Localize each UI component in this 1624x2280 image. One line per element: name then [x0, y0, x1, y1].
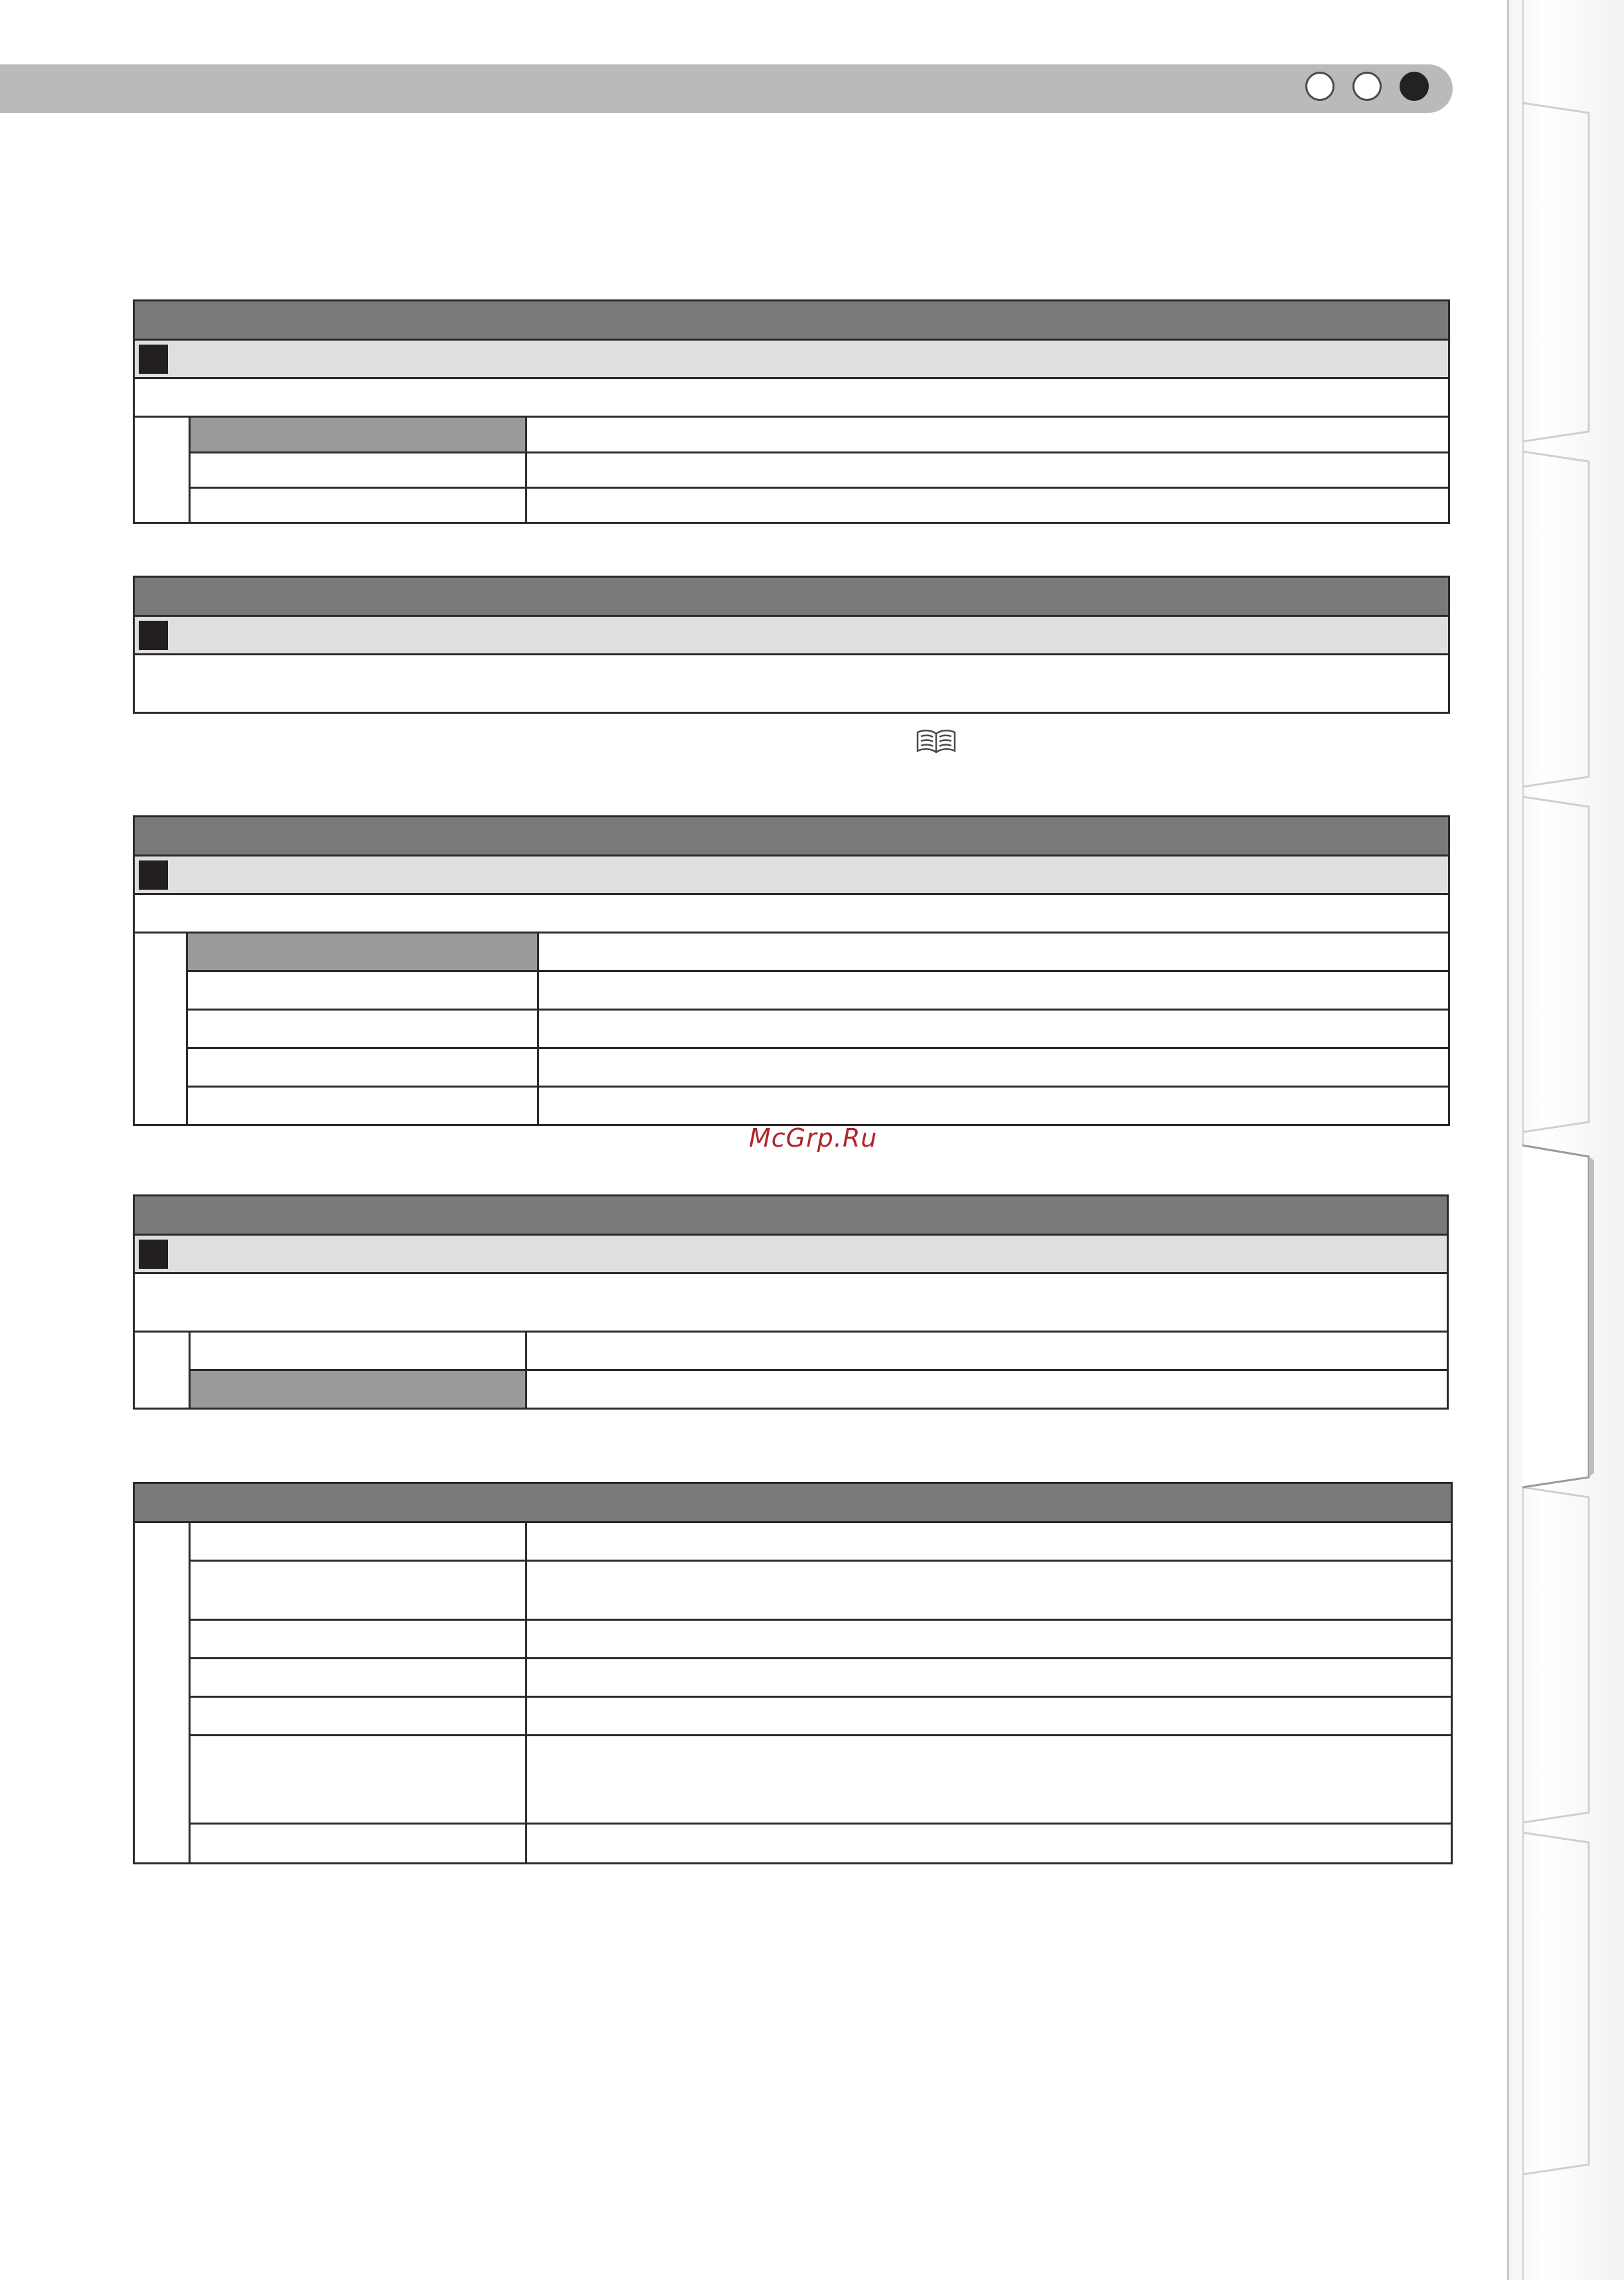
option-name-cell — [191, 1659, 527, 1696]
option-name-cell-selected — [188, 934, 539, 970]
option-description-cell — [527, 1736, 1451, 1823]
step-indicator-3 — [1400, 72, 1429, 101]
row-gutter — [135, 1333, 191, 1408]
step-indicator-2 — [1352, 72, 1382, 101]
table-subheader — [135, 617, 1448, 655]
table-subheader — [135, 341, 1448, 379]
option-name-cell — [191, 489, 527, 522]
option-row — [191, 418, 1448, 453]
option-row — [191, 1621, 1451, 1659]
option-row — [188, 1011, 1448, 1049]
option-name-cell — [191, 1825, 527, 1862]
table-header-bar — [135, 1484, 1451, 1523]
option-name-cell — [191, 1562, 527, 1619]
option-description-cell — [527, 1659, 1451, 1696]
option-name-cell — [188, 1011, 539, 1047]
description-row — [135, 655, 1448, 712]
option-name-cell — [188, 1049, 539, 1086]
row-gutter — [135, 1523, 191, 1862]
chapter-tabs — [1509, 0, 1624, 2280]
table-header-bar — [135, 1196, 1447, 1236]
table-header-bar — [135, 578, 1448, 617]
option-name-cell — [191, 1736, 527, 1823]
option-description-cell — [527, 1825, 1451, 1862]
option-row — [191, 1371, 1447, 1408]
row-gutter — [135, 934, 188, 1124]
section-marker — [139, 1240, 168, 1269]
watermark: McGrp.Ru — [749, 1123, 878, 1153]
table-subheader — [135, 856, 1448, 895]
option-row — [191, 1698, 1451, 1736]
option-row — [191, 489, 1448, 522]
chapter-tab-active — [1522, 1145, 1589, 1487]
section-marker — [139, 345, 168, 374]
option-description-cell — [527, 489, 1448, 522]
settings-table-1 — [133, 299, 1450, 524]
option-name-cell — [191, 1621, 527, 1657]
option-description-cell — [527, 1333, 1447, 1369]
option-row — [191, 453, 1448, 489]
option-row — [188, 1049, 1448, 1088]
description-row — [135, 379, 1448, 418]
option-name-cell-selected — [191, 418, 527, 451]
step-indicator-1 — [1305, 72, 1335, 101]
section-marker — [139, 621, 168, 650]
settings-table-5 — [133, 1482, 1453, 1864]
option-row — [191, 1825, 1451, 1862]
option-row — [188, 934, 1448, 972]
chapter-tabs-frame — [1507, 0, 1624, 2280]
option-row — [191, 1523, 1451, 1562]
option-row — [191, 1736, 1451, 1825]
option-description-cell — [539, 934, 1448, 970]
option-name-cell — [188, 972, 539, 1009]
option-name-cell — [191, 1333, 527, 1369]
option-name-cell — [191, 1698, 527, 1734]
option-row — [191, 1562, 1451, 1621]
option-name-cell — [188, 1088, 539, 1124]
option-description-cell — [539, 1011, 1448, 1047]
description-row — [135, 895, 1448, 934]
option-description-cell — [527, 1562, 1451, 1619]
settings-table-2 — [133, 576, 1450, 714]
option-description-cell — [527, 1523, 1451, 1560]
book-icon — [915, 728, 957, 755]
option-row — [191, 1333, 1447, 1371]
table-header-bar — [135, 817, 1448, 856]
table-subheader — [135, 1236, 1447, 1274]
option-name-cell — [191, 1523, 527, 1560]
top-banner — [0, 64, 1453, 113]
option-row — [188, 1088, 1448, 1124]
description-row — [135, 1274, 1447, 1333]
option-description-cell — [527, 418, 1448, 451]
table-header-bar — [135, 301, 1448, 341]
option-description-cell — [539, 972, 1448, 1009]
option-description-cell — [539, 1049, 1448, 1086]
option-description-cell — [539, 1088, 1448, 1124]
settings-table-3 — [133, 815, 1450, 1126]
settings-table-4 — [133, 1194, 1449, 1410]
option-description-cell — [527, 453, 1448, 487]
option-name-cell — [191, 453, 527, 487]
option-row — [191, 1659, 1451, 1698]
row-gutter — [135, 418, 191, 522]
option-description-cell — [527, 1698, 1451, 1734]
option-row — [188, 972, 1448, 1011]
section-marker — [139, 860, 168, 890]
option-description-cell — [527, 1621, 1451, 1657]
option-name-cell-selected — [191, 1371, 527, 1408]
option-description-cell — [527, 1371, 1447, 1408]
